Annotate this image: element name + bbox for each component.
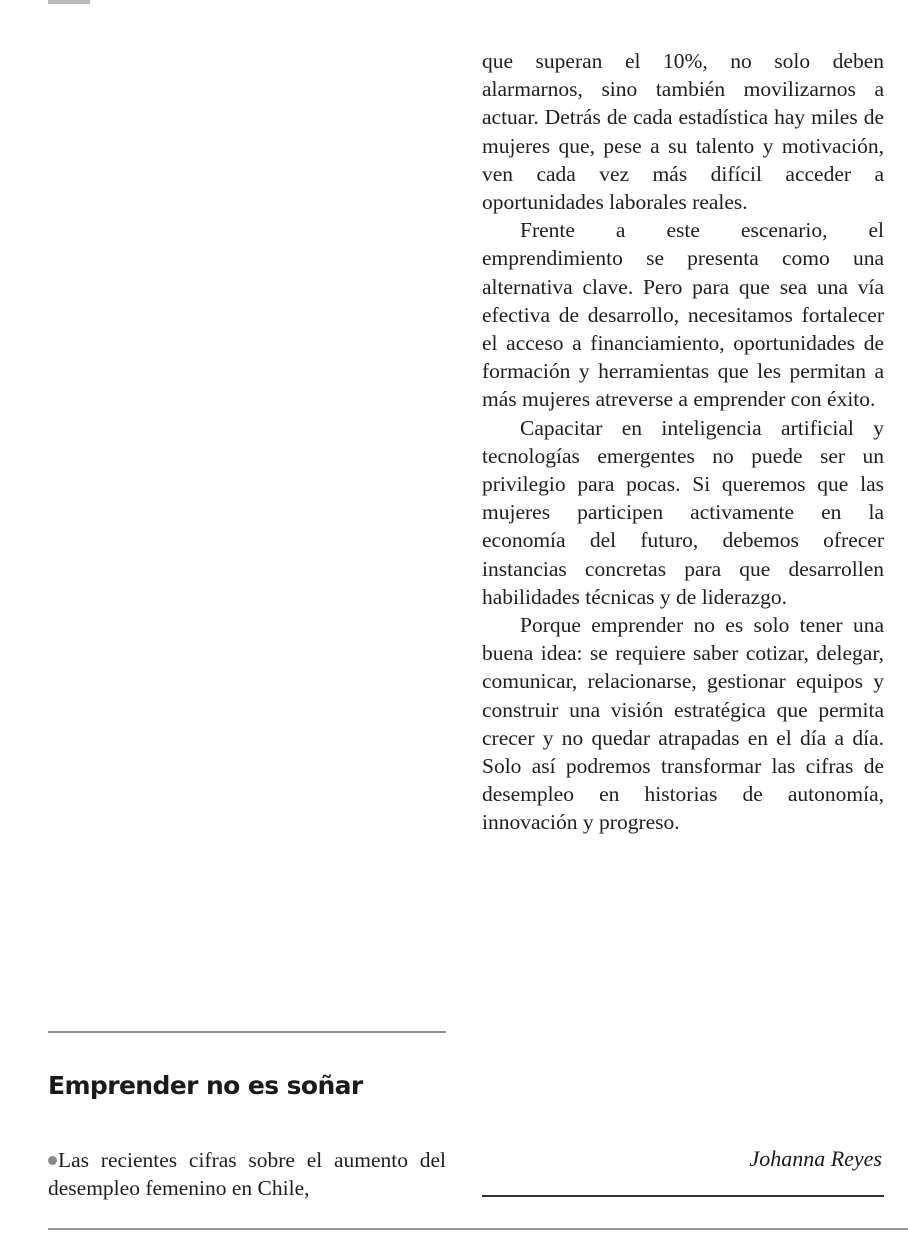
article-paragraph-2: Frente a este escenario, el emprendimiento se presenta como una alternativa clave. Pero para que sea una vía efectiva de desarrollo, necesitamos fortalecer el acceso a financiamiento, oportunidades de formación y herramientas que les permitan a más mujeres atreverse a emprender con éxito. — [482, 218, 884, 412]
left-column — [48, 0, 446, 1236]
author-signature: Johanna Reyes — [749, 1146, 882, 1171]
right-column — [482, 47, 884, 837]
headline-rule — [48, 1031, 446, 1033]
page-bottom-rule — [48, 1228, 908, 1230]
article-headline: Emprender no es soñar — [48, 1071, 363, 1100]
signature-rule — [482, 1195, 884, 1197]
article-paragraph-4: Porque emprender no es solo tener una buena idea: se requiere saber cotizar, delegar, comunicar, relacionarse, gestionar equipos y construir una visión estratégica que permita crecer y no quedar atrapadas en el día a día. Solo así podremos transformar las cifras de desempleo en historias de autonomía, innovación y progreso. — [482, 613, 884, 835]
bullet-icon — [48, 1156, 57, 1165]
article-paragraph-1: que superan el 10%, no solo deben alarmarnos, sino también movilizarnos a actuar. Detrás de cada estadística hay miles de mujeres que, pese a su talento y motivación, ven cada vez más difícil acceder a oportunidades laborales reales. — [482, 49, 884, 215]
article-paragraph-3: Capacitar en inteligencia artificial y tecnologías emergentes no puede ser un privilegio para pocas. Si queremos que las mujeres participen activamente en la economía del futuro, debemos ofrecer instancias concretas para que desarrollen habilidades técnicas y de liderazgo. — [482, 415, 884, 609]
article-lead-paragraph — [48, 1146, 446, 1202]
article-lead-text: Las recientes cifras sobre el aumento del desempleo femenino en Chile, — [48, 1148, 446, 1201]
